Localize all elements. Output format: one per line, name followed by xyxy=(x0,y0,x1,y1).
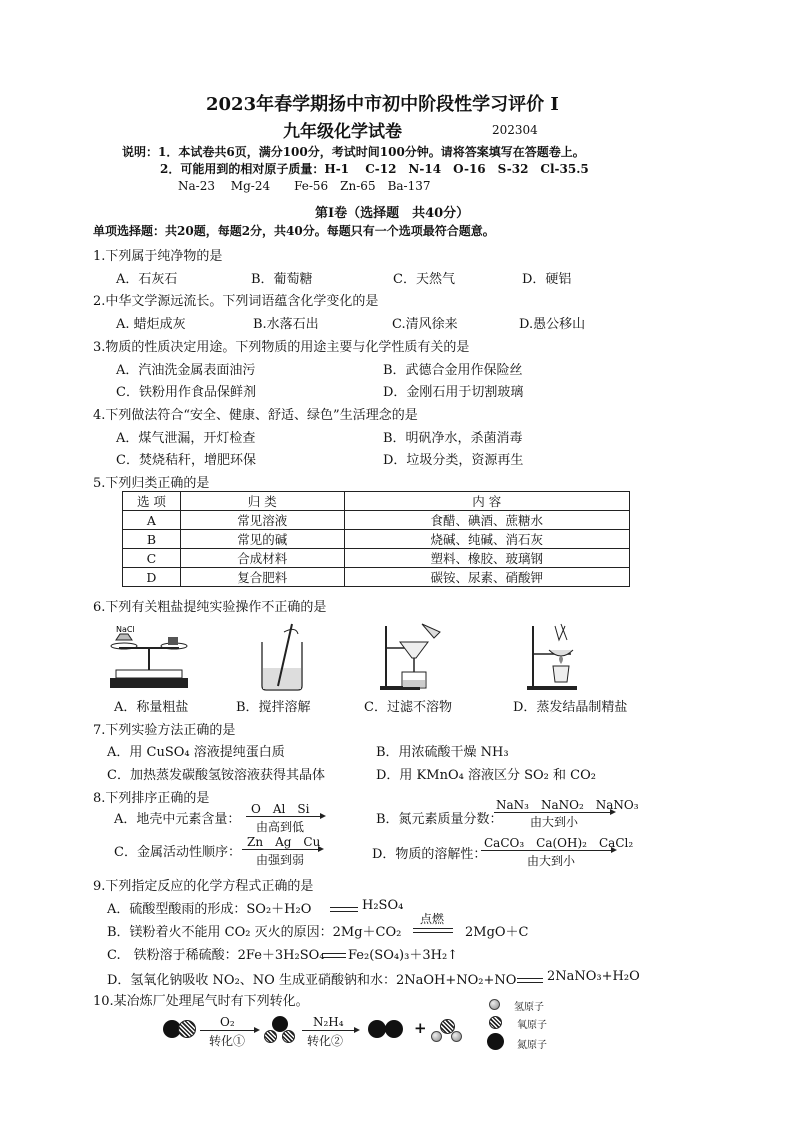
legend-hydrogen-label: 氢原子 xyxy=(514,1002,544,1013)
table-cell: B xyxy=(123,530,181,549)
q6-option-d: D．蒸发结晶制精盐 xyxy=(513,700,628,715)
table-cell: 碳铵、尿素、硝酸钾 xyxy=(344,568,629,587)
evaporation-illustration xyxy=(527,620,587,692)
q9-c-product: Fe₂(SO₄)₃＋3H₂↑ xyxy=(348,948,459,963)
nitrogen-atom-icon xyxy=(385,1020,403,1038)
hydrogen-atom-icon xyxy=(451,1031,462,1042)
q1-option-c: C．天然气 xyxy=(393,272,455,287)
question-5-stem: 5.下列归类正确的是 xyxy=(93,476,210,491)
question-6-stem: 6.下列有关粗盐提纯实验操作不正确的是 xyxy=(93,600,327,615)
section-instruction: 单项选择题：共20题，每题2分，共40分。每题只有一个选项最符合题意。 xyxy=(93,224,495,238)
q9-option-d: D．氢氧化钠吸收 NO₂、NO 生成亚硝酸钠和水：2NaOH+NO₂+NO xyxy=(107,973,517,988)
q8-c-order: 由强到弱 xyxy=(256,853,305,867)
table-header-cell: 内 容 xyxy=(344,492,629,511)
q9-a-product: H₂SO₄ xyxy=(362,898,404,913)
table-row xyxy=(123,530,630,549)
q9-d-equals xyxy=(517,978,543,983)
q2-option-a: A. 蜡炬成灰 xyxy=(116,317,186,332)
q9-option-c: C. 铁粉溶于稀硫酸：2Fe＋3H₂SO₄ xyxy=(107,948,325,963)
q2-option-c: C.清风徐来 xyxy=(392,317,458,332)
q8-d-arrow xyxy=(481,850,615,851)
nitrogen-atom-icon xyxy=(368,1020,386,1038)
q7-option-d: D．用 KMnO₄ 溶液区分 SO₂ 和 CO₂ xyxy=(376,768,596,783)
table-cell: C xyxy=(123,549,181,568)
q8-c-sequence: Zn Ag Cu xyxy=(247,835,321,849)
q3-option-b: B．武德合金用作保险丝 xyxy=(383,363,523,378)
q4-option-b: B．明矾净水，杀菌消毒 xyxy=(383,431,523,446)
q2-option-b: B.水落石出 xyxy=(253,317,319,332)
q1-option-d: D．硬铝 xyxy=(522,272,572,287)
q1-option-a: A．石灰石 xyxy=(116,272,178,287)
step1-reagent: O₂ xyxy=(220,1015,235,1029)
table-cell: 常见的碱 xyxy=(180,530,344,549)
q8-option-d-label: D．物质的溶解性： xyxy=(372,847,487,862)
q8-option-b-label: B．氮元素质量分数： xyxy=(376,812,503,827)
table-row xyxy=(123,568,630,587)
q8-d-order: 由大到小 xyxy=(527,854,576,868)
question-9-stem: 9.下列指定反应的化学方程式正确的是 xyxy=(93,879,314,894)
q1-option-b: B．葡萄糖 xyxy=(251,272,313,287)
q9-d-product: 2NaNO₃+H₂O xyxy=(547,969,640,984)
exam-subtitle: 九年级化学试卷 xyxy=(283,122,402,142)
table-row xyxy=(123,511,630,530)
legend-hydrogen-icon xyxy=(489,999,500,1010)
q9-a-equals xyxy=(330,907,358,912)
q4-option-a: A．煤气泄漏，开灯检查 xyxy=(116,431,256,446)
oxygen-atom-icon xyxy=(178,1020,196,1038)
exam-title: 2023年春学期扬中市初中阶段性学习评价 I xyxy=(206,94,559,115)
table-cell: 常见溶液 xyxy=(180,511,344,530)
table-cell: 烧碱、纯碱、消石灰 xyxy=(344,530,629,549)
legend-oxygen-label: 氧原子 xyxy=(517,1020,547,1031)
legend-oxygen-icon xyxy=(489,1016,502,1029)
oxygen-atom-icon xyxy=(264,1030,277,1043)
question-10-stem: 10.某冶炼厂处理尾气时有下列转化。 xyxy=(93,994,309,1009)
table-row xyxy=(123,549,630,568)
q8-b-sequence: NaN₃ NaNO₂ NaNO₃ xyxy=(496,798,639,812)
q8-option-a-label: A．地壳中元素含量： xyxy=(114,812,241,827)
nacl-label: NaCl xyxy=(116,625,135,634)
balance-scale-illustration xyxy=(104,620,194,692)
instructions-line-3: Na-23 Mg-24 Fe-56 Zn-65 Ba-137 xyxy=(178,179,431,193)
hydrogen-atom-icon xyxy=(431,1031,442,1042)
exam-code: 202304 xyxy=(492,123,538,137)
q3-option-c: C．铁粉用作食品保鲜剂 xyxy=(116,385,256,400)
step2-label: 转化② xyxy=(307,1034,344,1048)
oxygen-atom-icon xyxy=(282,1030,295,1043)
table-header-cell: 归 类 xyxy=(180,492,344,511)
table-cell: A xyxy=(123,511,181,530)
step1-label: 转化① xyxy=(209,1034,246,1048)
step2-reagent: N₂H₄ xyxy=(313,1015,344,1029)
question-7-stem: 7.下列实验方法正确的是 xyxy=(93,723,236,738)
table-cell: 食醋、碘酒、蔗糖水 xyxy=(344,511,629,530)
legend-nitrogen-icon xyxy=(487,1033,504,1050)
q3-option-d: D．金刚石用于切割玻璃 xyxy=(383,385,524,400)
plus-sign: + xyxy=(414,1019,427,1037)
q7-option-c: C．加热蒸发碳酸氢铵溶液获得其晶体 xyxy=(107,768,325,783)
q8-c-arrow xyxy=(242,849,322,850)
q8-a-arrow xyxy=(246,816,324,817)
q9-b-product: 2MgO＋C xyxy=(465,925,529,940)
q6-option-b: B．搅拌溶解 xyxy=(236,700,311,715)
instructions-line-1: 说明：1．本试卷共6页，满分100分，考试时间100分钟。请将答案填写在答题卷上。 xyxy=(122,145,585,159)
filtration-illustration xyxy=(378,620,448,692)
q6-option-a: A．称量粗盐 xyxy=(114,700,189,715)
q2-option-d: D.愚公移山 xyxy=(519,317,586,332)
q9-b-condition: 点燃 xyxy=(420,912,445,926)
legend-nitrogen-label: 氮原子 xyxy=(517,1040,547,1051)
q6-option-c: C．过滤不溶物 xyxy=(364,700,452,715)
table-header-cell: 选 项 xyxy=(123,492,181,511)
q9-c-equals xyxy=(322,953,346,958)
q4-option-d: D．垃圾分类，资源再生 xyxy=(383,453,524,468)
classification-table xyxy=(122,491,630,587)
q8-b-order: 由大到小 xyxy=(530,815,579,829)
table-cell: 合成材料 xyxy=(180,549,344,568)
table-cell: 复合肥料 xyxy=(180,568,344,587)
question-4-stem: 4.下列做法符合“安全、健康、舒适、绿色”生活理念的是 xyxy=(93,408,418,423)
instructions-line-2: 2．可能用到的相对原子质量：H-1 C-12 N-14 O-16 S-32 Cl-35.5 xyxy=(160,162,589,176)
question-1-stem: 1.下列属于纯净物的是 xyxy=(93,249,223,264)
q4-option-c: C．焚烧秸秆，增肥环保 xyxy=(116,453,256,468)
q8-option-c-label: C．金属活动性顺序： xyxy=(114,845,241,860)
q3-option-a: A．汽油洗金属表面油污 xyxy=(116,363,256,378)
q8-a-sequence: O Al Si xyxy=(251,802,310,816)
q9-b-equals xyxy=(413,928,453,933)
table-cell: 塑料、橡胶、玻璃钢 xyxy=(344,549,629,568)
question-2-stem: 2.中华文学源远流长。下列词语蕴含化学变化的是 xyxy=(93,294,379,309)
beaker-stirring-illustration xyxy=(252,620,312,692)
q9-option-a: A．硫酸型酸雨的形成：SO₂＋H₂O xyxy=(107,902,312,917)
q8-d-sequence: CaCO₃ Ca(OH)₂ CaCl₂ xyxy=(484,836,634,850)
q8-a-order: 由高到低 xyxy=(256,820,305,834)
q7-option-b: B．用浓硫酸干燥 NH₃ xyxy=(376,745,509,760)
table-cell: D xyxy=(123,568,181,587)
step1-arrow xyxy=(200,1030,258,1031)
section-title: 第Ⅰ卷（选择题 共40分） xyxy=(315,206,470,221)
question-8-stem: 8.下列排序正确的是 xyxy=(93,791,210,806)
question-3-stem: 3.物质的性质决定用途。下列物质的用途主要与化学性质有关的是 xyxy=(93,340,470,355)
step2-arrow xyxy=(302,1030,358,1031)
table-header-row xyxy=(123,492,630,511)
q9-option-b: B．镁粉着火不能用 CO₂ 灭火的原因：2Mg＋CO₂ xyxy=(107,925,402,940)
q7-option-a: A．用 CuSO₄ 溶液提纯蛋白质 xyxy=(107,745,285,760)
